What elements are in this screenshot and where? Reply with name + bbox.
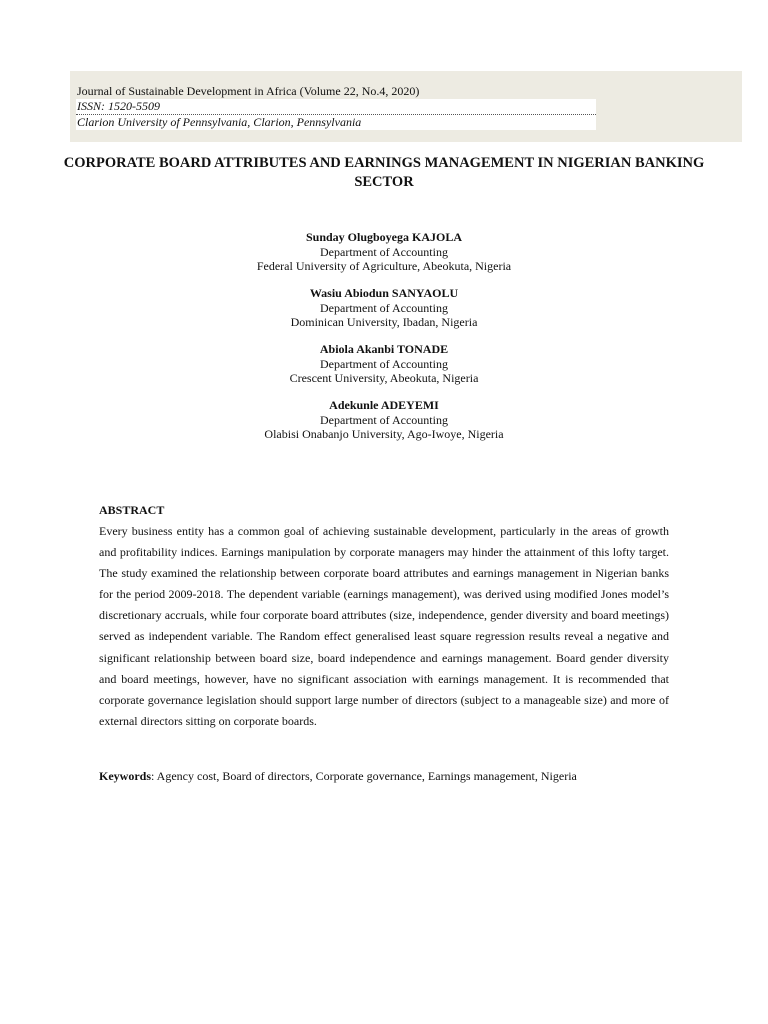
abstract-text: Every business entity has a common goal of achieving sustainable development, particularly in the areas of growth and profitability indices. Earnings manipulation by corporate managers may hinder the attainment of this lofty target. The study examined the relationship between corporate board attributes and earnings management in Nigerian banks for the period 2009-2018. The dependent variable (earnings management), was derived using modified Jones model’s discretionary accruals, while four corporate board attributes (size, independence, gender diversity and board meetings) served as independent variable. The Random effect generalised least square regression results reveal a negative and significant relationship between board size, board independence and earnings management. Board gender diversity and board meetings, however, have no significant association with earnings management. It is recommended that corporate governance legislation should support large number of directors (subject to a manageable size) and more of external directors sitting on corporate boards. xyxy=(99,524,669,728)
author-department: Department of Accounting xyxy=(320,412,448,427)
journal-publisher: Clarion University of Pennsylvania, Clarion, Pennsylvania xyxy=(76,115,596,130)
author-name: Wasiu Abiodun SANYAOLU xyxy=(309,286,459,300)
journal-issn: ISSN: 1520-5509 xyxy=(76,99,596,115)
journal-info: Journal of Sustainable Development in Africa (Volume 22, No.4, 2020) xyxy=(77,84,420,98)
keywords-text: : Agency cost, Board of directors, Corporate governance, Earnings management, Nigeria xyxy=(151,769,577,783)
author-affiliation: Olabisi Onabanjo University, Ago-Iwoye, Nigeria xyxy=(264,427,504,441)
author-block xyxy=(0,286,768,330)
author-block xyxy=(0,230,768,274)
author-affiliation: Dominican University, Ibadan, Nigeria xyxy=(290,315,478,329)
paper-title: CORPORATE BOARD ATTRIBUTES AND EARNINGS MANAGEMENT IN NIGERIAN BANKING SECTOR xyxy=(63,155,705,190)
journal-header xyxy=(76,84,596,130)
keywords xyxy=(99,769,669,784)
abstract-heading: ABSTRACT xyxy=(99,503,165,517)
author-name: Adekunle ADEYEMI xyxy=(329,398,439,412)
author-block xyxy=(0,342,768,386)
author-list xyxy=(0,230,768,454)
keywords-label: Keywords xyxy=(99,769,151,783)
author-name: Abiola Akanbi TONADE xyxy=(319,342,449,356)
author-department: Department of Accounting xyxy=(320,356,448,371)
author-department: Department of Accounting xyxy=(320,244,448,259)
author-block xyxy=(0,398,768,442)
author-affiliation: Federal University of Agriculture, Abeokuta, Nigeria xyxy=(256,259,512,273)
author-department: Department of Accounting xyxy=(320,300,448,315)
author-affiliation: Crescent University, Abeokuta, Nigeria xyxy=(289,371,479,385)
author-name: Sunday Olugboyega KAJOLA xyxy=(305,230,463,244)
